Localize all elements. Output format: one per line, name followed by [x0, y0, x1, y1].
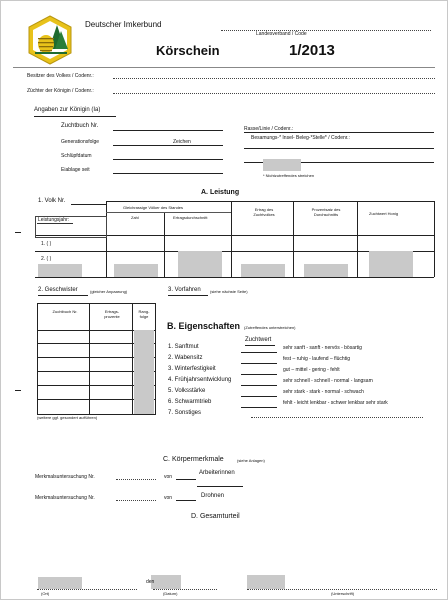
arbeiterinnen-underline	[197, 486, 243, 487]
leistung-heading: A. Leistung	[201, 189, 240, 196]
page-title: Körschein	[156, 43, 220, 58]
queen-heading: Angaben zur Königin (Ia)	[34, 107, 101, 113]
geschwister-underline	[38, 295, 88, 296]
sonstiges-line[interactable]	[251, 417, 423, 418]
besamung-label: Besamungs-* Insel- Beleg-*Stelle* / Codenr.:	[251, 135, 350, 141]
zuechter-label: Züchter der Königin / Codenr.:	[27, 88, 94, 94]
leistung-col-3	[231, 201, 232, 277]
eigenschaft-volksstaerke: 5. Volksstärke	[168, 388, 206, 394]
zuchtwert-line[interactable]	[241, 407, 277, 408]
eigenschaft-winterfestigkeit: 3. Winterfestigkeit	[168, 366, 216, 372]
gray-cell	[178, 251, 222, 277]
leistungsjahr-label: Leistungsjahr:	[38, 217, 70, 223]
col-ertragsdurchschnitt: Ertragsdurchschnitt	[173, 215, 208, 220]
landesverband-label: Landesverband / Code	[256, 31, 307, 37]
imkerbund-logo	[27, 15, 73, 65]
gray-cell	[241, 264, 285, 277]
von-label-1: von	[164, 474, 173, 480]
vorfahren-note: (siehe nächste Seite)	[210, 289, 248, 294]
zeichen-label: Zeichen	[173, 139, 191, 145]
merkmalsuntersuchung-2-label: Merkmalsuntersuchung Nr.	[35, 495, 95, 501]
leistung-col-5	[357, 201, 358, 277]
leistung-row-1-label: 1. ( )	[41, 241, 52, 247]
vorfahren-heading: 3. Vorfahren	[168, 287, 201, 293]
von-1-line[interactable]	[176, 479, 196, 480]
zuchtwert-line[interactable]	[241, 396, 277, 397]
gray-cell	[114, 264, 158, 277]
ort-line[interactable]	[37, 589, 137, 590]
sanftmut-options[interactable]: sehr sanft - sanft - nervös - bösartig	[283, 345, 362, 351]
gray-marker	[38, 577, 82, 589]
geschwister-note: (gleicher Anpaarung)	[90, 289, 128, 294]
leistungsjahr-underline	[37, 223, 73, 224]
col-gleichrassig: Gleichrassige Völker des Standes	[123, 205, 184, 210]
volksstaerke-options[interactable]: sehr stark - stark - normal - schwach	[283, 389, 364, 395]
generationsfolge-label: Generationsfolge	[61, 139, 100, 145]
geschwister-footer: (weitere ggf. gesondert aufführen)	[37, 415, 98, 420]
gray-marker	[263, 159, 301, 171]
col-ertrag-zuchtvolk: Ertrag des Zuchtvolkes	[253, 207, 275, 217]
vorfahren-underline	[168, 295, 208, 296]
merkmalsuntersuchung-1-line[interactable]	[116, 479, 156, 480]
landesverband-line	[221, 30, 431, 31]
zuchtbuch-label: Zuchtbuch Nr.	[61, 123, 99, 129]
col-zahl: Zahl	[131, 215, 139, 220]
von-label-2: von	[164, 495, 173, 501]
zuchtwert-line[interactable]	[241, 352, 277, 353]
zuchtwert-line[interactable]	[241, 374, 277, 375]
queen-heading-underline	[34, 116, 116, 117]
margin-mark	[15, 390, 21, 391]
gray-cell	[369, 251, 413, 277]
besitzer-line	[113, 78, 435, 79]
geschwister-col1-header: Zuchtbuch Nr.	[52, 309, 78, 314]
rasse-label: Rasse/Linie / Codenr.:	[244, 126, 294, 132]
leistung-col-2	[164, 213, 165, 277]
volk-nr-line	[71, 204, 106, 205]
geschwister-col3-header: Rang-folge	[138, 309, 150, 319]
eigenschaft-wabensitz: 2. Wabensitz	[168, 355, 203, 361]
koerpermerkmale-note: (siehe Anlagen)	[237, 458, 265, 463]
volk-label: 1. Volk Nr.	[38, 198, 66, 204]
leistung-subheader-line	[106, 212, 231, 213]
gesamturteil-heading: D. Gesamturteil	[191, 513, 240, 520]
unterschrift-label: (Unterschrift)	[331, 591, 355, 596]
zuchtbuch-line	[113, 130, 223, 131]
schlupfdatum-label: Schlüpfdatum	[61, 153, 92, 159]
rasse-line	[244, 132, 434, 133]
leistung-col-4	[293, 201, 294, 277]
schwarmtrieb-options[interactable]: fehlt - leicht lenkbar - schwer lenkbar sehr stark	[283, 400, 388, 406]
besamung-line-1	[244, 148, 434, 149]
zuchtwert-line[interactable]	[241, 363, 277, 364]
leistung-col-6	[434, 201, 435, 277]
eiablage-line	[113, 173, 223, 174]
leistung-row-2-label: 2. ( )	[41, 256, 52, 262]
geschwister-heading: 2. Geschwister	[38, 287, 78, 293]
arbeiterinnen-label: Arbeiterinnen	[199, 470, 235, 476]
merkmalsuntersuchung-1-label: Merkmalsuntersuchung Nr.	[35, 474, 95, 480]
zuchtwert-line[interactable]	[241, 385, 277, 386]
eigenschaften-heading: B. Eigenschaften	[167, 321, 241, 331]
zuchtwert-label: Zuchtwert	[245, 337, 272, 343]
eigenschaft-schwarmtrieb: 6. Schwarmtrieb	[168, 399, 212, 405]
gray-marker	[151, 575, 181, 589]
schlupfdatum-line	[113, 159, 223, 160]
besitzer-label: Besitzer des Volkes / Codenr.:	[27, 73, 94, 79]
von-2-line[interactable]	[176, 500, 196, 501]
eiablage-label: Eiablage seit	[61, 167, 90, 173]
winterfestigkeit-options[interactable]: gut – mittel - gering - fehlt	[283, 367, 340, 373]
geschwister-col2-header: Ertrags-prozente	[104, 309, 120, 319]
koerpermerkmale-heading: C. Körpermerkmale	[163, 456, 224, 463]
wabensitz-options[interactable]: fest – ruhig - laufend – flüchtig	[283, 356, 350, 362]
rangfolge-gray-column	[134, 330, 154, 414]
margin-mark	[15, 232, 21, 233]
eigenschaft-fruehjahrsentwicklung: 4. Frühjahrsentwicklung	[168, 377, 232, 383]
zuchtwert-underline	[245, 345, 275, 346]
ort-label: (Ort)	[41, 591, 50, 596]
gray-marker	[247, 575, 285, 589]
eigenschaft-sanftmut: 1. Sanftmut	[168, 344, 199, 350]
eigenschaft-sonstiges: 7. Sonstiges	[168, 410, 202, 416]
col-zuchtwert-honig: Zuchtwert Honig	[369, 211, 399, 216]
org-name: Deutscher Imkerbund	[85, 20, 162, 29]
fruehjahrsentwicklung-options[interactable]: sehr schnell - schnell - normal - langsam	[283, 378, 373, 384]
merkmalsuntersuchung-2-line[interactable]	[116, 500, 156, 501]
footnote: * Nichtzutreffendes streichen	[263, 173, 315, 178]
zuechter-line	[113, 93, 435, 94]
datum-label: (Datum)	[163, 591, 178, 596]
eigenschaften-note: (Zutreffendes unterstreichen)	[244, 325, 296, 330]
den-label: den	[146, 579, 155, 585]
gray-cell	[304, 264, 348, 277]
generationsfolge-line	[113, 145, 223, 146]
datum-line[interactable]	[153, 589, 217, 590]
document-number: 1/2013	[289, 42, 335, 59]
drohnen-label: Drohnen	[201, 493, 225, 499]
col-prozentsatz: Prozentsatz des Durchschnitts	[311, 207, 341, 217]
leistung-table-top	[106, 201, 434, 202]
leistung-table-bottom	[35, 277, 434, 278]
header-divider	[13, 67, 435, 68]
gray-cell	[38, 264, 82, 277]
unterschrift-line[interactable]	[247, 589, 437, 590]
